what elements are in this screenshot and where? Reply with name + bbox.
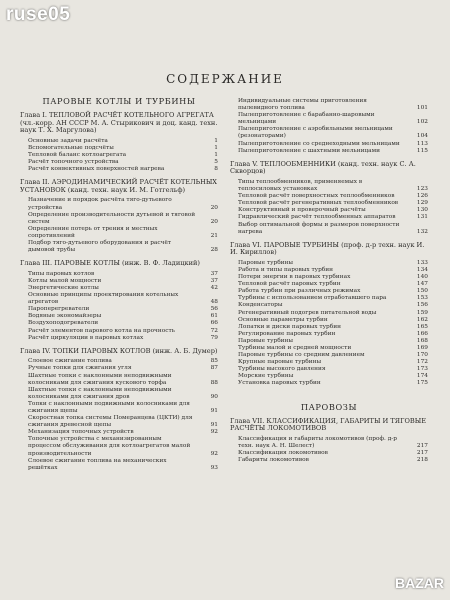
- section-heading: ПАРОВОЗЫ: [300, 401, 358, 412]
- toc-entry-title: Механизация топочных устройств: [28, 429, 134, 436]
- toc-entry-page: 131: [416, 214, 428, 221]
- toc-entry[interactable]: [20, 152, 218, 159]
- toc-entry-page: 166: [416, 330, 428, 337]
- toc-entry-page: 153: [416, 295, 428, 302]
- toc-entry[interactable]: [20, 365, 218, 372]
- toc-entry-page: 147: [416, 281, 428, 288]
- toc-entry-page: 21: [210, 232, 218, 239]
- toc-entry-page: 1: [214, 144, 218, 151]
- toc-entry-title: Морские турбины: [238, 373, 294, 380]
- toc-entry[interactable]: [230, 310, 428, 317]
- toc-entry-title: Тепловой расчёт регенеративных теплообменников: [238, 200, 399, 207]
- toc-entry-title: Шахтные топки с наклонными неподвижными колосниками для сжигания дров: [28, 386, 172, 400]
- toc-entry[interactable]: [20, 313, 218, 320]
- toc-entry-title: Установка паровых турбин: [238, 380, 321, 387]
- toc-entry-page: 165: [416, 323, 428, 330]
- toc-entry-page: 61: [210, 313, 218, 320]
- toc-entry-title: Габариты локомотивов: [238, 457, 309, 464]
- toc-entry-title: Регенеративный подогрев питательной воды: [238, 309, 377, 316]
- toc-entry[interactable]: [20, 240, 218, 254]
- toc-entry-title: Лопатки и диски паровых турбин: [238, 323, 341, 330]
- toc-entry-page: 90: [210, 393, 218, 400]
- chapter-heading: Глава VII. КЛАССИФИКАЦИЯ, ГАБАРИТЫ И ТЯГОВЫЕ РАСЧЁТЫ ЛОКОМОТИВОВ: [230, 416, 427, 433]
- toc-entry[interactable]: [230, 141, 428, 148]
- toc-entry-title: Определение потерь от трения и местных сопротивлений: [28, 225, 158, 239]
- toc-entry-title: Котлы малой мощности: [28, 277, 102, 284]
- toc-entry-title: Турбины малой и средней мощности: [238, 345, 352, 351]
- toc-entry-page: 20: [210, 204, 218, 211]
- toc-column-right: [230, 98, 428, 464]
- toc-entry-title: Слоевое сжигание топлива на механических решётках: [28, 457, 167, 471]
- toc-entry-page: 130: [416, 207, 428, 214]
- toc-entry-page: 174: [416, 373, 428, 380]
- spacer: [230, 388, 428, 400]
- toc-entry-title: Назначение и порядок расчёта тяго-дутьевого устройства: [28, 197, 172, 211]
- toc-entry[interactable]: [230, 450, 428, 457]
- toc-entry-page: 162: [416, 316, 428, 323]
- toc-entry-title: Паровые турбины: [238, 337, 294, 344]
- toc-entry[interactable]: [20, 292, 218, 306]
- toc-entry-title: Типы паровых котлов: [28, 270, 95, 277]
- toc-entry[interactable]: [230, 331, 428, 338]
- toc-entry-page: 159: [416, 309, 428, 316]
- chapter-heading: Глава V. ТЕПЛООБМЕННИКИ (канд. техн. наук С. А. Скворцов): [230, 159, 416, 176]
- toc-entry[interactable]: [20, 401, 218, 415]
- toc-entry[interactable]: [20, 415, 218, 429]
- toc-entry-page: 126: [416, 193, 428, 200]
- toc-entry-page: 173: [416, 366, 428, 373]
- toc-entry[interactable]: [230, 295, 428, 302]
- toc-entry-title: Турбины с использованием отработавшего пара: [238, 295, 387, 302]
- toc-entry-page: 150: [416, 288, 428, 295]
- toc-entry-page: 88: [210, 379, 218, 386]
- toc-entry-title: Пылеприготовление с барабанно-шаровыми мельницами: [238, 112, 375, 126]
- toc-entry-title: Гидравлический расчёт теплообменных аппаратов: [238, 214, 396, 221]
- toc-entry-title: Определение производительности дутьевой и тяговой систем: [28, 211, 196, 225]
- toc-entry-page: 92: [210, 429, 218, 436]
- toc-entry[interactable]: [20, 212, 218, 226]
- toc-entry-page: 217: [416, 442, 428, 449]
- toc-entry-page: 102: [416, 119, 428, 126]
- toc-entry-page: 134: [416, 266, 428, 273]
- toc-entry-page: 1: [214, 137, 218, 144]
- toc-entry[interactable]: [230, 179, 428, 193]
- toc-entry[interactable]: [230, 317, 428, 324]
- toc-entry-title: Паровые турбины: [238, 259, 294, 266]
- toc-entry-page: 1: [214, 151, 218, 158]
- toc-entry-title: Воздухоподогреватели: [28, 320, 99, 327]
- toc-entry-title: Основные принципы проектирования котельных агрегатов: [28, 292, 179, 306]
- toc-entry-page: 113: [416, 140, 428, 147]
- toc-entry-page: 175: [416, 380, 428, 387]
- chapter-heading: Глава II. АЭРОДИНАМИЧЕСКИЙ РАСЧЁТ КОТЕЛЬНЫХ УСТАНОВОК (канд. техн. наук И. М. Готгельф): [20, 178, 217, 194]
- toc-entry-title: Ручные топки для сжигания угля: [28, 365, 132, 372]
- toc-entry-page: 101: [416, 105, 428, 112]
- toc-entry-title: Регулирование паровых турбин: [238, 330, 336, 337]
- toc-entry-title: Тепловой баланс котлоагрегата: [28, 151, 127, 158]
- toc-entry-page: 92: [210, 450, 218, 457]
- toc-entry-title: Тепловой расчёт паровых турбин: [238, 281, 341, 288]
- toc-entry[interactable]: [20, 138, 218, 145]
- toc-entry[interactable]: [20, 358, 218, 365]
- watermark-logo: ruse05: [6, 4, 71, 25]
- toc-entry[interactable]: [20, 436, 218, 457]
- toc-entry-page: 42: [210, 284, 218, 291]
- toc-entry[interactable]: [20, 226, 218, 240]
- toc-entry-page: 28: [210, 247, 218, 254]
- toc-entry-title: Конденсаторы: [238, 302, 283, 309]
- toc-entry-title: Топки с наклонными подвижными колосниками для сжигания щепы: [28, 400, 190, 414]
- chapter-heading: Глава VI. ПАРОВЫЕ ТУРБИНЫ (проф. д-р техн. наук И. И. Кириллов): [230, 240, 425, 257]
- toc-entry-title: Основные параметры турбин: [238, 316, 328, 323]
- toc-entry-title: Энергетические котлы: [28, 284, 99, 291]
- toc-entry-page: 217: [416, 449, 428, 456]
- toc-entry[interactable]: [230, 112, 428, 126]
- toc-entry-title: Выбор оптимальной формы и размеров поверхности нагрева: [238, 221, 400, 235]
- toc-entry-title: Пароперегреватели: [28, 306, 90, 313]
- toc-entry-title: Основные задачи расчёта: [28, 137, 108, 144]
- toc-entry-page: 132: [416, 228, 428, 235]
- toc-entry[interactable]: [230, 126, 428, 140]
- toc-entry-page: 91: [210, 422, 218, 429]
- chapter-heading: Глава I. ТЕПЛОВОЙ РАСЧЁТ КОТЕЛЬНОГО АГРЕГАТА (чл.-корр. АН СССР М. А. Стырикович и доц. канд. техн. наук Т. Х. Маргулова): [20, 111, 218, 135]
- chapter-heading: Глава IV. ТОПКИ ПАРОВЫХ КОТЛОВ (инж. А. Б. Думер): [20, 346, 218, 355]
- toc-entry-page: 104: [416, 133, 428, 140]
- toc-entry[interactable]: [20, 285, 218, 292]
- toc-entry-title: Шахтные топки с наклонными неподвижными колосниками для сжигания кускового торфа: [28, 372, 172, 386]
- toc-entry-title: Слоевое сжигание топлива: [28, 358, 112, 365]
- toc-entry-title: Работа и типы паровых турбин: [238, 266, 333, 273]
- toc-entry[interactable]: [20, 373, 218, 387]
- toc-entry[interactable]: [230, 267, 428, 274]
- toc-entry[interactable]: [20, 197, 218, 211]
- toc-entry-title: Подбор тяго-дутьевого оборудования и расчёт дымовой трубы: [28, 240, 172, 254]
- toc-entry-title: Расчёт конвективных поверхностей нагрева: [28, 166, 165, 173]
- page-title: СОДЕРЖАНИЕ: [166, 72, 284, 86]
- toc-entry[interactable]: [20, 306, 218, 313]
- toc-entry[interactable]: [230, 457, 428, 464]
- toc-entry-page: 170: [416, 352, 428, 359]
- section-heading: ПАРОВЫЕ КОТЛЫ И ТУРБИНЫ: [42, 96, 196, 106]
- toc-entry-page: 123: [416, 186, 428, 193]
- toc-entry-page: 79: [210, 334, 218, 341]
- toc-entry-title: Вспомогательные подсчёты: [28, 144, 114, 151]
- toc-entry[interactable]: [230, 260, 428, 267]
- toc-entry-page: 66: [210, 320, 218, 327]
- toc-entry-title: Расчёт топочного устройства: [28, 159, 119, 166]
- toc-entry-title: Пылеприготовление с аэробильными мельницами (резонаторами): [238, 126, 393, 140]
- toc-entry-title: Водяные экономайзеры: [28, 313, 102, 320]
- toc-entry-title: Работа турбин при различных режимах: [238, 288, 361, 295]
- toc-entry-page: 91: [210, 407, 218, 414]
- toc-entry-title: Тепловой расчёт поверхностных теплообменников: [238, 193, 395, 200]
- toc-entry-title: Типы теплообменников, применяемых в теплосиловых установках: [238, 178, 363, 193]
- toc-entry-title: Потери энергии в паровых турбинах: [238, 274, 351, 281]
- toc-entry-page: 218: [416, 457, 428, 464]
- toc-entry-title: Индивидуальные системы приготовления пылевидного топлива: [238, 98, 367, 112]
- toc-entry[interactable]: [20, 429, 218, 436]
- toc-entry-title: Конструктивный и проверочный расчёты: [238, 207, 366, 214]
- toc-column-left: [20, 94, 218, 472]
- toc-entry-title: Расчёт элементов парового котла на прочность: [28, 327, 175, 334]
- toc-entry[interactable]: [20, 387, 218, 401]
- toc-entry-page: 169: [416, 345, 428, 351]
- toc-entry-title: Скоростная топка системы Померанцева (ЦКТИ) для сжигания древесной щепы: [28, 415, 193, 429]
- toc-entry-page: 20: [210, 218, 218, 225]
- toc-entry-title: Крупные паровые турбины: [238, 359, 322, 366]
- toc-entry[interactable]: [20, 320, 218, 327]
- toc-entry-page: 72: [210, 327, 218, 334]
- watermark-bottom: BAZAR: [395, 575, 444, 591]
- toc-entry[interactable]: [230, 380, 428, 387]
- toc-entry[interactable]: [20, 335, 218, 342]
- toc-entry[interactable]: [230, 436, 428, 450]
- toc-entry-title: Пылеприготовление с шахтными мельницами: [238, 147, 380, 154]
- toc-entry-page: 85: [210, 358, 218, 365]
- toc-entry[interactable]: [20, 166, 218, 173]
- toc-entry-page: 168: [416, 337, 428, 344]
- toc-entry-page: 140: [416, 274, 428, 281]
- chapter-heading: Глава III. ПАРОВЫЕ КОТЛЫ (инж. В. Ф. Ладицкий): [20, 259, 200, 268]
- toc-entry-title: Классификация локомотивов: [238, 449, 328, 456]
- toc-entry-page: 172: [416, 359, 428, 366]
- toc-entry-page: 8: [214, 166, 218, 173]
- toc-entry[interactable]: [230, 324, 428, 331]
- toc-entry[interactable]: [230, 214, 428, 221]
- toc-entry-page: 93: [210, 464, 218, 471]
- toc-entry[interactable]: [230, 302, 428, 309]
- toc-entry-title: Паровые турбины со средним давлением: [238, 352, 365, 359]
- toc-entry-title: Пылеприготовление со среднеходными мельницами: [238, 140, 400, 147]
- toc-entry-title: Топочные устройства с механизированным процессом обслуживания для котлоагрегатов малой производительности: [28, 436, 191, 457]
- toc-entry-page: 129: [416, 200, 428, 207]
- toc-entry-title: Турбины высокого давления: [238, 366, 326, 373]
- toc-entry[interactable]: [230, 98, 428, 112]
- toc-entry-page: 133: [416, 259, 428, 266]
- toc-entry-page: 48: [210, 299, 218, 306]
- toc-entry[interactable]: [230, 338, 428, 345]
- toc-entry-page: 56: [210, 306, 218, 313]
- toc-entry[interactable]: [20, 328, 218, 335]
- toc-entry-page: 115: [416, 147, 428, 154]
- toc-entry[interactable]: [230, 148, 428, 155]
- toc-entry[interactable]: [230, 222, 428, 236]
- toc-entry-page: 87: [210, 365, 218, 372]
- toc-entry-page: 37: [210, 270, 218, 277]
- toc-entry[interactable]: [20, 271, 218, 278]
- toc-entry-page: 156: [416, 302, 428, 309]
- toc-entry-title: Классификация и габариты локомотивов (проф. д-р техн. наук А. Н. Шелест): [238, 435, 397, 449]
- toc-entry[interactable]: [20, 145, 218, 152]
- toc-entry-page: 5: [214, 159, 218, 166]
- toc-entry-title: Расчёт циркуляции в паровых котлах: [28, 334, 144, 341]
- toc-entry-page: 37: [210, 277, 218, 284]
- toc-entry[interactable]: [20, 458, 218, 472]
- toc-entry[interactable]: [20, 278, 218, 285]
